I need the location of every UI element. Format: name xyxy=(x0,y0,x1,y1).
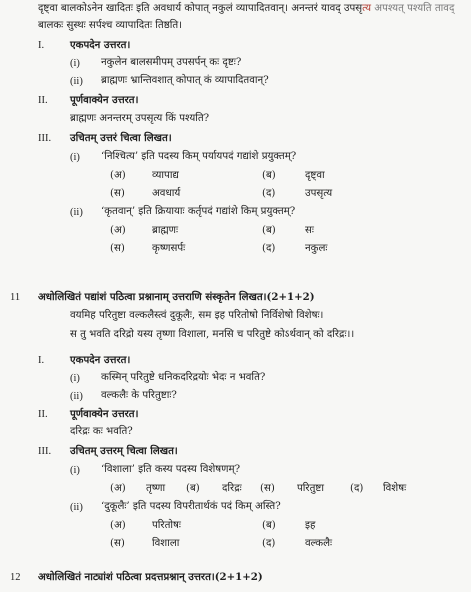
q11-section-1-number: I. xyxy=(38,355,45,366)
question-12-instruction: अधोलिखितं नाट्यांशं पठित्वा प्रदत्तप्रश्नान् उत्तरत।(2+1+2) xyxy=(38,571,263,583)
passage-line-1 xyxy=(38,4,454,14)
question-12-number: 12 xyxy=(10,572,21,583)
q10-item-1-number: (i) xyxy=(70,58,80,69)
q11-mcq-2-option-c: विशाला xyxy=(152,538,180,549)
q10-mcq-2-option-c-label: (स) xyxy=(110,243,125,254)
q10-mcq-1-number: (i) xyxy=(70,152,80,163)
q10-section-3-heading: उचितम् उत्तरं चित्वा लिखत। xyxy=(70,132,172,144)
q11-item-2-text: वल्कलैः के परितुष्टाः? xyxy=(101,390,177,401)
q10-mcq-2-option-d-label: (द) xyxy=(262,243,276,254)
q11-mcq-1-option-d-label: (द) xyxy=(350,483,364,494)
q11-section-3-number: III. xyxy=(38,446,52,457)
q11-mcq-2-option-b-label: (ब) xyxy=(262,520,276,531)
passage-text-end: अपश्यत् पश्यति तावद् xyxy=(371,3,455,14)
verse-line-1: वयमिह परितुष्टा वल्कलैस्त्वं दुकूलैः, सम इह परितोषो निर्विशेषो विशेषः। xyxy=(70,310,324,321)
q11-mcq-1-question: ‘विशाला’ इति कस्य पदस्य विशेषणम्? xyxy=(101,464,241,475)
q10-item-2-number: (ii) xyxy=(70,76,83,87)
q11-mcq-2-option-c-label: (स) xyxy=(110,538,125,549)
verse-line-2: स तु भवति दरिद्रो यस्य तृष्णा विशाला, मनसि च परितुष्टे कोऽर्थवान् को दरिद्रः।। xyxy=(70,329,355,340)
q10-mcq-2-option-a: ब्राह्मणः xyxy=(152,225,179,236)
q11-mcq-2-option-a-label: (अ) xyxy=(110,520,126,531)
q11-mcq-2-option-a: परितोषः xyxy=(152,520,181,531)
q11-section-2-number: II. xyxy=(38,409,48,420)
passage-text: दृष्ट्वा बालकोऽनेन खादितः इति अवधार्य कोपात् नकुलं व्यापादितवान्। अनन्तरं यावद् उपसृ xyxy=(38,3,363,14)
q11-mcq-1-option-c: परितुष्टा xyxy=(297,483,324,494)
q11-mcq-2-option-d: वल्कलैः xyxy=(305,538,333,549)
q11-mcq-1-option-a-label: (अ) xyxy=(110,483,126,494)
q11-mcq-1-option-a: तृष्णा xyxy=(146,483,166,494)
q10-section-3-number: III. xyxy=(38,133,52,144)
q10-mcq-1-option-a-label: (अ) xyxy=(110,170,126,181)
q11-mcq-1-option-c-label: (स) xyxy=(260,483,275,494)
q11-mcq-1-option-b: दरिद्रः xyxy=(222,483,242,494)
q11-section-3-heading: उचितम् उत्तरम् चित्वा लिखत। xyxy=(70,445,178,457)
q10-mcq-1-option-b: दृष्ट्वा xyxy=(305,170,325,181)
q11-section-2-question: दरिद्रः कः भवति? xyxy=(70,426,133,437)
q10-section-2-heading: पूर्णवाक्येन उत्तरत। xyxy=(70,94,139,106)
q11-mcq-1-option-d: विशेषः xyxy=(383,483,407,494)
q11-section-1-heading: एकपदेन उत्तरत। xyxy=(70,354,131,366)
question-11-number: 11 xyxy=(10,292,21,303)
q11-mcq-2-number: (ii) xyxy=(70,502,83,513)
q10-mcq-2-number: (ii) xyxy=(70,207,83,218)
q11-mcq-1-option-b-label: (ब) xyxy=(186,483,200,494)
q10-item-2-text: ब्राह्मणः भ्रान्तिवशात् कोपात् कं व्यापादितवान्? xyxy=(101,75,269,86)
q10-mcq-1-option-a: व्यापाद्य xyxy=(152,170,179,181)
q10-mcq-2-option-b: सः xyxy=(305,225,314,236)
passage-red-mark: त्य xyxy=(362,3,372,14)
q10-section-1-number: I. xyxy=(38,40,45,51)
q11-mcq-2-option-d-label: (द) xyxy=(262,538,276,549)
q10-section-2-number: II. xyxy=(38,95,48,106)
q10-section-1-heading: एकपदेन उत्तरत। xyxy=(70,39,131,51)
q11-mcq-2-question: ‘दुकूलैः’ इति पदस्य विपरीतार्थकं पदं किम् अस्ति? xyxy=(101,501,281,512)
q10-mcq-2-option-c: कृष्णसर्पः xyxy=(152,243,186,254)
q10-mcq-2-option-a-label: (अ) xyxy=(110,225,126,236)
q10-item-1-text: नकुलेन बालसमीपम् उपसर्पन् कः दृष्टः? xyxy=(101,57,242,68)
passage-line-2: बालकः सुस्थः सर्पश्च व्यापादितः तिष्ठति। xyxy=(38,20,183,31)
q11-section-2-heading: पूर्णवाक्येन उत्तरत। xyxy=(70,408,139,420)
question-11-instruction: अधोलिखितं पद्यांशं पठित्वा प्रश्नानाम् उत्तराणि संस्कृतेन लिखत।(2+1+2) xyxy=(38,291,315,303)
q10-mcq-2-option-d: नकुलः xyxy=(305,243,328,254)
q10-mcq-2-question: ‘कृतवान्’ इति क्रियायाः कर्तृपदं गद्यांशे किम् प्रयुक्तम्? xyxy=(101,206,296,217)
q11-mcq-1-number: (i) xyxy=(70,465,80,476)
q11-item-1-number: (i) xyxy=(70,373,80,384)
q10-mcq-1-option-d: उपसृत्य xyxy=(305,188,333,199)
q10-mcq-1-option-d-label: (द) xyxy=(262,188,276,199)
q10-mcq-1-question: ‘निश्चित्य’ इति पदस्य किम् पर्यायपदं गद्यांशे प्रयुक्तम्? xyxy=(101,151,297,162)
q11-item-2-number: (ii) xyxy=(70,391,83,402)
q10-mcq-1-option-c: अवधार्य xyxy=(152,188,181,199)
q10-mcq-1-option-b-label: (ब) xyxy=(262,170,276,181)
q10-mcq-1-option-c-label: (स) xyxy=(110,188,125,199)
q10-mcq-2-option-b-label: (ब) xyxy=(262,225,276,236)
q11-item-1-text: कस्मिन् परितुष्टे धनिकदरिद्रयोः भेदः न भवति? xyxy=(101,372,266,383)
q11-mcq-2-option-b: इह xyxy=(305,520,316,531)
q10-section-2-question: ब्राह्मणः अनन्तरम् उपसृत्य किं पश्यति? xyxy=(70,113,210,124)
